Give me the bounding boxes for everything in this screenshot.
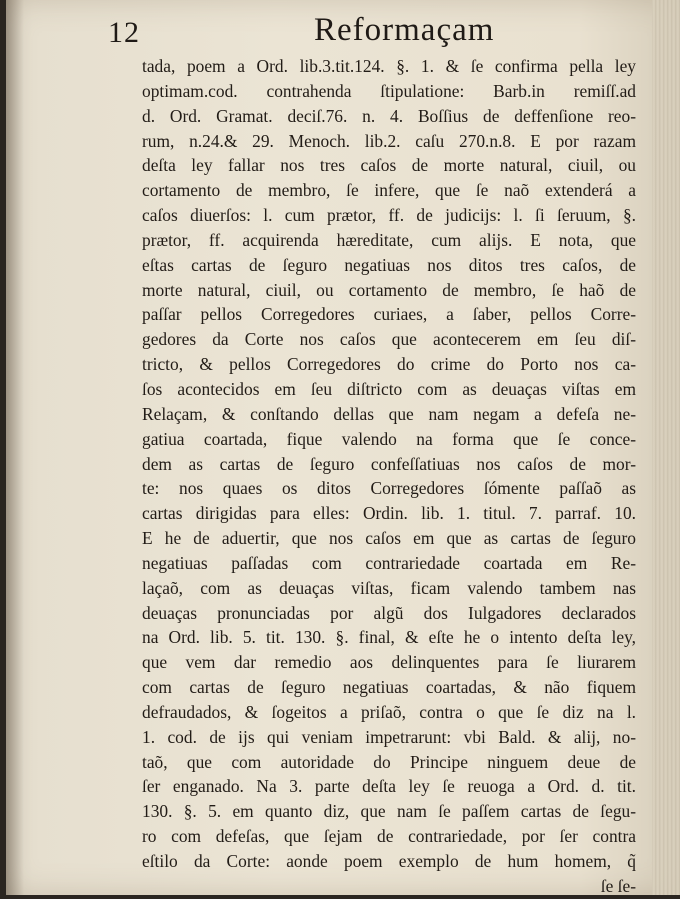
text-line: paſſar pellos Corregedores curiaes, a ſaber, pellos Corre- [142,304,636,325]
page-edges [652,0,680,895]
page-header [6,6,680,58]
text-line: gedores da Corte nos caſos que acontecerem em ſeu diſ- [142,329,636,350]
text-line: caſos diuerſos: l. cum prætor, ff. de judicijs: l. ſi ſeruum, §. [142,205,636,226]
text-line: E he de aduertir, que nos caſos em que as cartas de ſeguro [142,528,636,549]
text-line: optimam.cod. contrahenda ſtipulatione: Barb.in remiſſ.ad [142,80,636,101]
text-line: te: nos quaes os ditos Corregedores ſómente paſſaõ as [142,478,636,499]
text-line: gatiua coartada, fique valendo na forma que ſe conce- [142,428,636,449]
text-line: na Ord. lib. 5. tit. 130. §. final, & eſte he o intento deſta ley, [142,627,636,648]
running-title: Reformaçam [314,12,495,48]
text-line: cortamento de membro, ſe infere, que ſe naõ extenderá a [142,180,636,201]
text-line: eſtilo da Corte: aonde poem exemplo de hum homem, q̃ [142,851,636,871]
text-line: cartas dirigidas para elles: Ordin. lib. 1. titul. 7. parraf. 10. [142,503,636,524]
text-line: negatiuas paſſadas com contrariedade coartada em Re- [142,552,636,573]
text-line: defraudados, & ſogeitos a priſaõ, contra o que ſe diz na l. [142,701,636,722]
body-text [142,54,636,899]
catchword-line: ſe ſe- [600,875,636,896]
text-line: tricto, & pellos Corregedores do crime do Porto nos ca- [142,354,636,375]
book-page [6,0,680,895]
text-line: d. Ord. Gramat. deciſ.76. n. 4. Boſſius de deffenſione reo- [142,105,636,126]
text-line: 1. cod. de ijs qui veniam impetrarunt: vbi Bald. & alij, no- [142,726,636,747]
page-number: 12 [108,16,140,49]
text-line: dem as cartas de ſeguro confeſſatiuas nos caſos de mor- [142,453,636,474]
text-line: taõ, que com autoridade do Principe ninguem deue de [142,751,636,772]
text-line: deuaças pronunciadas por algũ dos Iulgadores declarados [142,602,636,623]
text-line: que vem dar remedio aos delinquentes para ſe liurarem [142,652,636,673]
text-line: Relaçam, & conſtando dellas que nam negam a defeſa ne- [142,403,636,424]
text-line: tada, poem a Ord. lib.3.tit.124. §. 1. & ſe confirma pella ley [142,56,636,76]
text-line: eſtas cartas de ſeguro negatiuas nos ditos tres caſos, de [142,254,636,275]
gutter-shadow [6,0,24,895]
text-line: rum, n.24.& 29. Menoch. lib.2. caſu 270.n.8. E por razam [142,130,636,151]
text-line: com cartas de ſeguro negatiuas coartadas, & não fiquem [142,677,636,698]
text-line: deſta ley fallar nos tres caſos de morte natural, ciuil, ou [142,155,636,176]
text-line: ſos acontecidos em ſeu diſtricto com as deuaças viſtas em [142,378,636,399]
text-line: ſer enganado. Na 3. parte deſta ley ſe reuoga a Ord. d. tit. [142,776,636,797]
text-line: laçaõ, com as deuaças viſtas, ficam valendo tambem nas [142,577,636,598]
text-line: morte natural, ciuil, ou cortamento de membro, ſe haõ de [142,279,636,300]
text-line: 130. §. 5. em quanto diz, que nam ſe paſſem cartas de ſegu- [142,801,636,822]
text-line: prætor, ff. acquirenda hæreditate, cum alijs. E nota, que [142,229,636,250]
text-line: ro com defeſas, que ſejam de contrariedade, por ſer contra [142,826,636,847]
